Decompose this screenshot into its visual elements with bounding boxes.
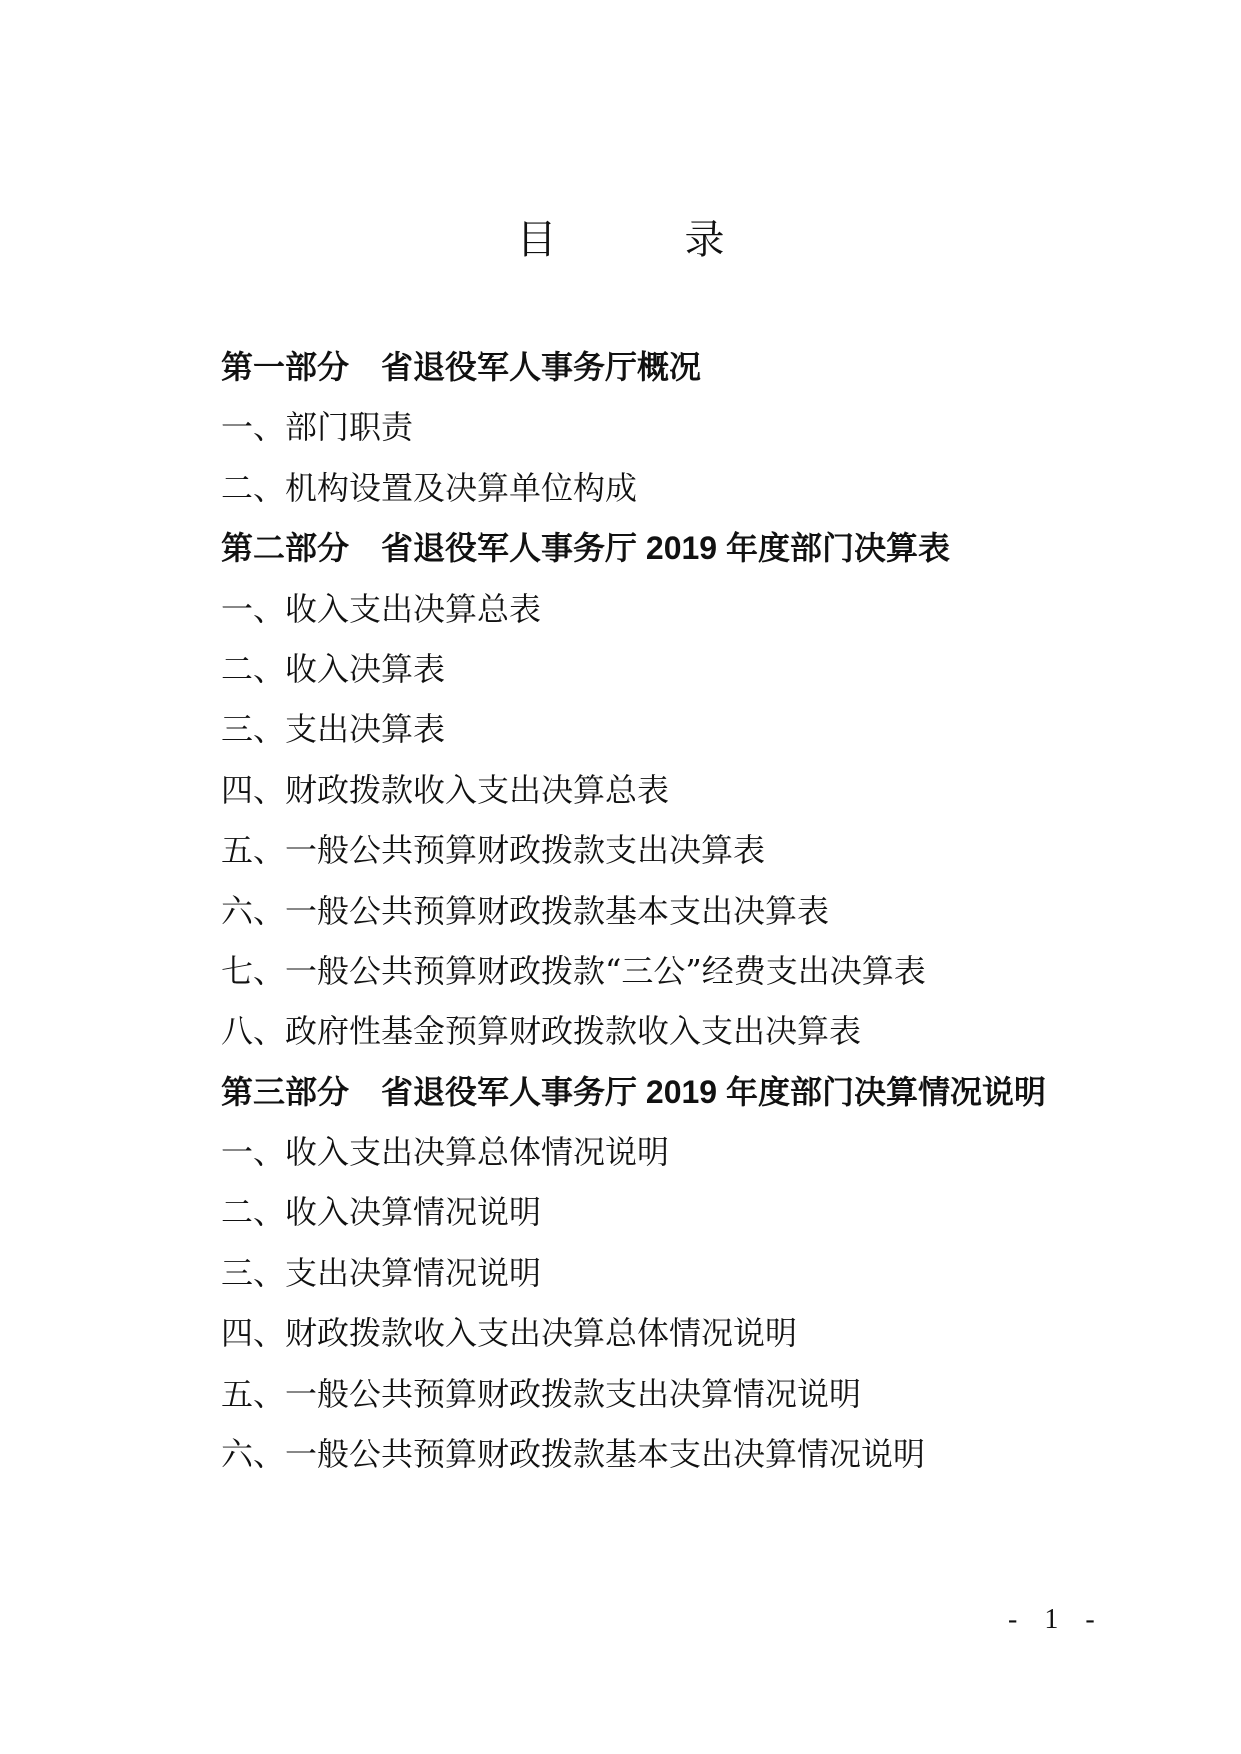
toc-entry [221, 707, 1046, 767]
toc-entry [221, 1372, 1046, 1432]
entry-text: 八、政府性基金预算财政拨款收入支出决算表 [221, 1012, 862, 1051]
entry-text: 七、一般公共预算财政拨款“三公”经费支出决算表 [221, 951, 926, 990]
entry-text: 六、一般公共预算财政拨款基本支出决算情况说明 [221, 1435, 926, 1474]
toc-entry [221, 768, 1046, 828]
entry-text: 一、收入支出决算总表 [221, 589, 542, 628]
toc-entry [221, 1190, 1046, 1250]
toc-part-heading [221, 526, 1046, 586]
toc-entry [221, 1311, 1046, 1371]
part-label: 第二部分 [221, 530, 350, 567]
entry-text: 六、一般公共预算财政拨款基本支出决算表 [221, 891, 830, 930]
toc-entry [221, 587, 1046, 647]
toc-entry [221, 1009, 1046, 1069]
part-title: 省退役军人事务厅概况 [381, 349, 702, 385]
part-label: 第一部分 [221, 349, 350, 385]
part-label: 第三部分 [221, 1073, 350, 1110]
toc-entry [221, 466, 1046, 526]
entry-text: 一、收入支出决算总体情况说明 [221, 1133, 670, 1172]
entry-text: 二、收入决算情况说明 [221, 1193, 542, 1232]
entry-text: 一、部门职责 [221, 408, 414, 447]
table-of-contents [221, 345, 1046, 1492]
toc-entry [221, 1432, 1046, 1492]
entry-text: 四、财政拨款收入支出决算总体情况说明 [221, 1314, 798, 1353]
page-number: - 1 - [1008, 1604, 1105, 1635]
entry-text: 二、收入决算表 [221, 649, 446, 688]
entry-text: 三、支出决算表 [221, 710, 446, 749]
part-title: 省退役军人事务厅 2019 年度部门决算情况说明 [381, 1073, 1046, 1110]
toc-entry [221, 889, 1046, 949]
toc-entry [221, 405, 1046, 465]
toc-entry [221, 1130, 1046, 1190]
page-title: 目 录 [516, 217, 769, 263]
entry-text: 二、机构设置及决算单位构成 [221, 468, 638, 507]
part-title: 省退役军人事务厅 2019 年度部门决算表 [381, 530, 950, 567]
toc-entry [221, 1251, 1046, 1311]
entry-text: 五、一般公共预算财政拨款支出决算表 [221, 831, 766, 870]
toc-part-heading [221, 345, 1046, 405]
entry-text: 四、财政拨款收入支出决算总表 [221, 770, 670, 809]
toc-part-heading [221, 1070, 1046, 1130]
toc-entry [221, 949, 1046, 1009]
entry-text: 五、一般公共预算财政拨款支出决算情况说明 [221, 1374, 862, 1413]
toc-entry [221, 828, 1046, 888]
entry-text: 三、支出决算情况说明 [221, 1253, 542, 1292]
toc-entry [221, 647, 1046, 707]
